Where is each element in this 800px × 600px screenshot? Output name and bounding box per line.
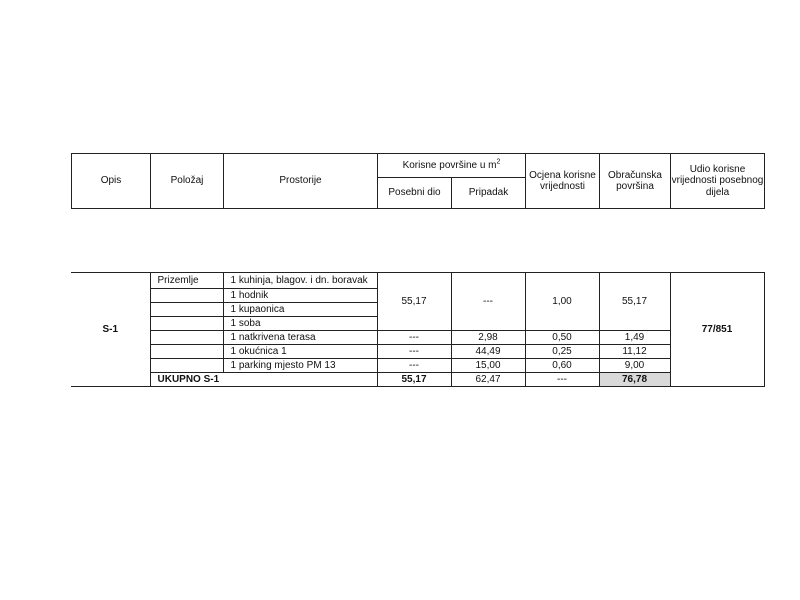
obracunska-cell: 11,12	[599, 345, 670, 359]
total-obracunska: 76,78	[599, 373, 670, 387]
prostorija-cell: 1 kuhinja, blagov. i dn. boravak	[223, 273, 377, 289]
unit-polozaj: Prizemlje	[150, 273, 223, 289]
total-ocjena: ---	[525, 373, 599, 387]
col-header-pripadak: Pripadak	[452, 178, 526, 209]
ocjena-cell: 0,50	[525, 331, 599, 345]
col-header-ocjena: Ocjena korisne vrijednosti	[526, 154, 600, 209]
prostorija-cell: 1 parking mjesto PM 13	[223, 359, 377, 373]
table-row	[71, 273, 764, 289]
polozaj-empty	[150, 359, 223, 373]
unit-opis: S-1	[71, 273, 150, 387]
prostorija-cell: 1 hodnik	[223, 289, 377, 303]
table-row	[71, 331, 764, 345]
table-row	[71, 359, 764, 373]
polozaj-empty	[150, 303, 223, 317]
obracunska-cell: 9,00	[599, 359, 670, 373]
col-header-prostorije: Prostorije	[224, 154, 378, 209]
group-obracunska: 55,17	[599, 273, 670, 331]
header-table	[71, 153, 765, 209]
pripadak-cell: 15,00	[451, 359, 525, 373]
prostorija-cell: 1 natkrivena terasa	[223, 331, 377, 345]
polozaj-empty	[150, 345, 223, 359]
data-table	[71, 272, 765, 387]
korisne-povrsine-sup: 2	[496, 158, 501, 166]
col-header-polozaj: Položaj	[151, 154, 224, 209]
col-header-obracunska: Obračunska površina	[600, 154, 671, 209]
korisne-povrsine-text: Korisne površine u m	[402, 159, 497, 171]
total-row	[71, 373, 764, 387]
unit-udio: 77/851	[670, 273, 764, 387]
table-row	[71, 345, 764, 359]
col-header-opis: Opis	[72, 154, 151, 209]
group-pripadak: ---	[451, 273, 525, 331]
ocjena-cell: 0,60	[525, 359, 599, 373]
prostorija-cell: 1 soba	[223, 317, 377, 331]
prostorija-cell: 1 kupaonica	[223, 303, 377, 317]
posebni-cell: ---	[377, 359, 451, 373]
total-posebni: 55,17	[377, 373, 451, 387]
posebni-cell: ---	[377, 331, 451, 345]
obracunska-cell: 1,49	[599, 331, 670, 345]
total-label: UKUPNO S-1	[150, 373, 377, 387]
col-header-posebni-dio: Posebni dio	[378, 178, 452, 209]
group-ocjena: 1,00	[525, 273, 599, 331]
polozaj-empty	[150, 317, 223, 331]
posebni-cell: ---	[377, 345, 451, 359]
prostorija-cell: 1 okućnica 1	[223, 345, 377, 359]
total-pripadak: 62,47	[451, 373, 525, 387]
col-header-korisne-povrsine	[378, 154, 526, 178]
pripadak-cell: 2,98	[451, 331, 525, 345]
pripadak-cell: 44,49	[451, 345, 525, 359]
ocjena-cell: 0,25	[525, 345, 599, 359]
polozaj-empty	[150, 331, 223, 345]
polozaj-empty	[150, 289, 223, 303]
col-header-udio: Udio korisne vrijednosti posebnog dijela	[671, 154, 765, 209]
group-posebni: 55,17	[377, 273, 451, 331]
